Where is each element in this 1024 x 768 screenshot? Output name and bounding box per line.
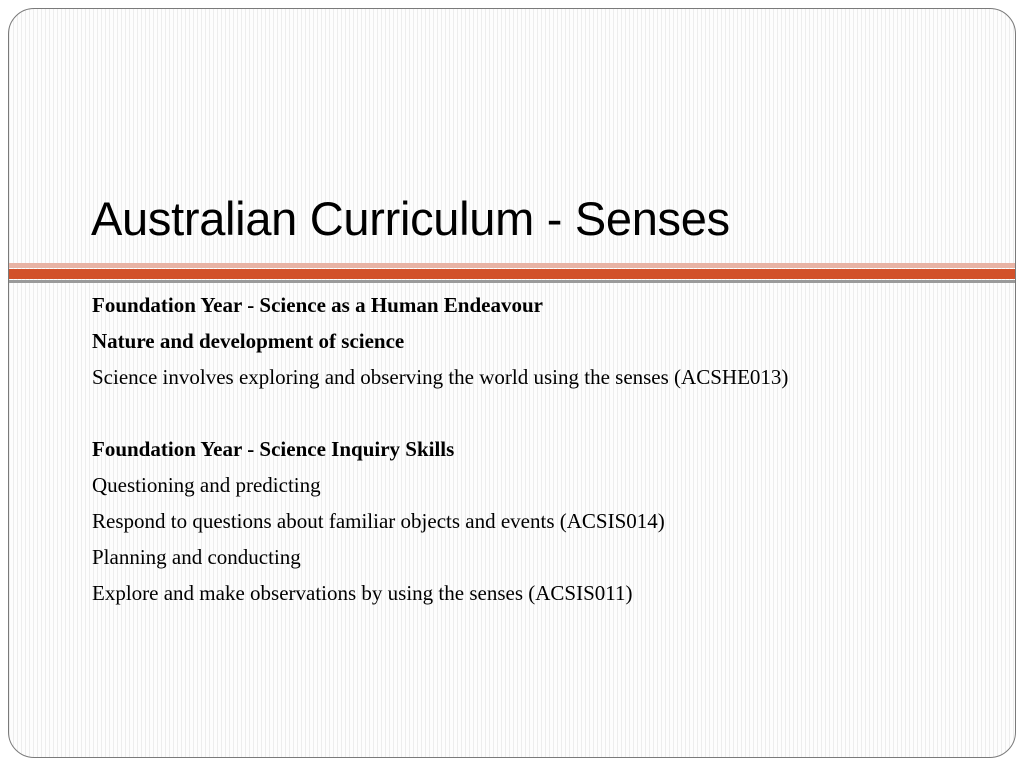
- title-divider-accent: [9, 269, 1016, 279]
- heading-science-inquiry-skills: Foundation Year - Science Inquiry Skills: [92, 437, 455, 461]
- title-divider-gray: [9, 280, 1016, 283]
- title-divider-light: [9, 263, 1016, 268]
- content-acshe013: Science involves exploring and observing the world using the senses (ACSHE013): [92, 365, 789, 389]
- subheading-questioning-predicting: Questioning and predicting: [92, 473, 321, 497]
- heading-science-human-endeavour: Foundation Year - Science as a Human Endeavour: [92, 293, 543, 317]
- slide-title: Australian Curriculum - Senses: [91, 192, 730, 245]
- subheading-nature-development: Nature and development of science: [92, 329, 405, 353]
- content-acsis011: Explore and make observations by using the senses (ACSIS011): [92, 581, 633, 605]
- paragraph-spacer: [92, 395, 992, 431]
- slide: [8, 8, 1016, 758]
- slide-body: [92, 287, 992, 611]
- subheading-planning-conducting: Planning and conducting: [92, 545, 301, 569]
- content-acsis014: Respond to questions about familiar objects and events (ACSIS014): [92, 509, 665, 533]
